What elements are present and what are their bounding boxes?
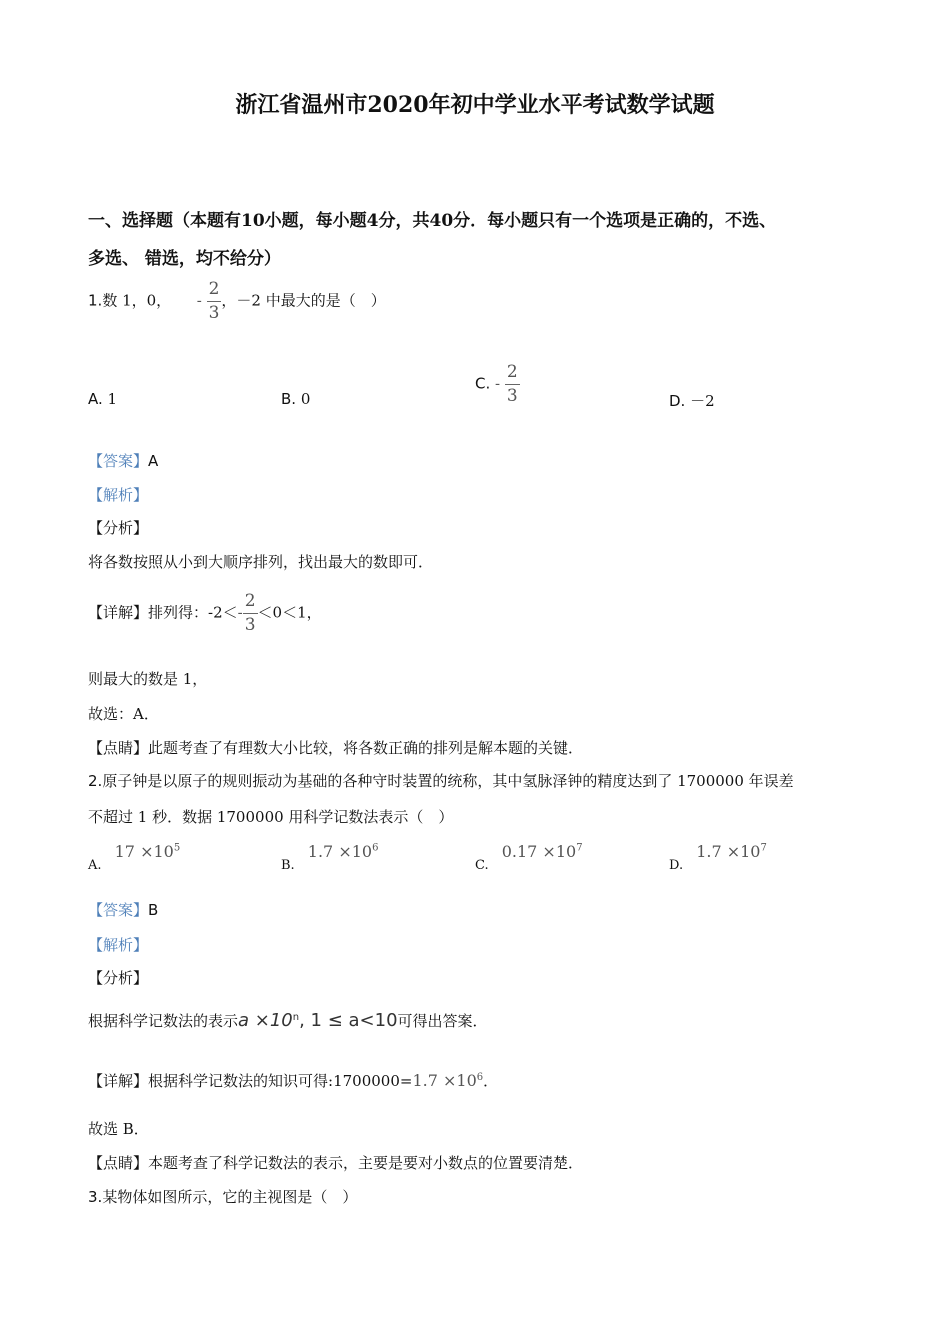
detail-part-a: 根据科学记数法的知识可得:1700000= [148,1072,413,1090]
point-text: 本题考查了科学记数法的表示，主要是要对小数点的位置要清楚． [148,1154,584,1172]
option-label: C. [475,374,491,393]
q1-then: 则最大的数是 1， [88,670,208,688]
q2-choose: 故选 B． [88,1120,149,1138]
q2-answer [88,899,158,920]
point-text: 此题考查了有理数大小比较，将各数正确的排列是解本题的关键． [148,739,584,757]
q1-frac-num: 2 [207,281,222,302]
q1-analysis-tag: 【解析】 [88,486,149,504]
fenxi-formula: a ×10 [238,1010,293,1031]
q2-option-c [475,842,583,873]
detail-tag: 【详解】 [88,603,149,622]
section-heading-line2: 多选、 错选，均不给分） [88,249,281,269]
fenxi-part-a: 根据科学记数法的表示 [88,1012,239,1030]
detail-sign: - [237,603,243,622]
q1-point [88,737,583,758]
q1-number: 1. [88,291,103,310]
q2-line1-text: 原子钟是以原子的规则振动为基础的各种守时装置的统称，其中氢脉泽钟的精度达到了 1700000 年误差 [102,772,794,790]
option-exp: 7 [760,842,767,854]
option-exp: 5 [173,842,181,854]
q1-frac-den: 3 [208,303,220,323]
q2-stem-line2: 不超过 1 秒．数据 1700000 用科学记数法表示（ ） [88,808,454,826]
option-sign: - [495,374,501,393]
q2-stem-line1 [88,770,794,791]
section-heading-line1: 一、选择题（本题有10小题，每小题4分，共40分．每小题只有一个选项是正确的，不选、 [88,211,777,231]
q1-stem [88,281,386,322]
q1-option-a [88,390,117,408]
answer-value: A [148,452,159,470]
q3-stem [88,1186,357,1207]
q1-fraction [207,281,222,322]
option-den: 3 [506,386,518,406]
point-tag: 【点睛】 [88,739,149,757]
q2-option-d [669,842,767,873]
q1-stem-part-a: 数 1，0， [102,291,172,310]
q1-option-d [669,390,715,411]
fenxi-part-b: 可得出答案． [397,1012,488,1030]
option-value: 0 [300,390,311,408]
q1-detail-fraction [243,593,258,634]
answer-tag: 【答案】 [88,452,149,470]
q1-fenxi: 将各数按照从小到大顺序排列，找出最大的数即可． [88,553,434,571]
option-base: 1.7 ×10 [307,842,373,861]
q2-number: 2. [88,772,103,790]
answer-value: B [148,901,159,919]
q2-option-b [281,842,379,873]
q1-choose: 故选：A． [88,705,159,723]
option-exp: 7 [576,842,583,854]
option-label: A. [88,858,102,873]
detail-part-b: ． [483,1072,499,1090]
detail-formula: 1.7 ×10 [412,1071,477,1090]
q1-detail [88,593,322,634]
option-base: 17 ×10 [114,842,174,861]
q3-number: 3. [88,1188,103,1206]
fenxi-cond: , 1 ≤ a<10 [299,1010,398,1031]
option-value: －2 [690,392,715,410]
q1-fenxi-tag: 【分析】 [88,519,149,537]
option-exp: 6 [372,842,379,854]
q2-point [88,1152,583,1173]
option-label: B. [281,390,297,408]
q2-fenxi-tag: 【分析】 [88,969,149,987]
detail-part-b: ＜0＜1， [257,603,322,622]
detail-exp: 6 [476,1072,484,1083]
q2-analysis-tag: 【解析】 [88,936,149,954]
q2-option-a [88,842,181,873]
q1-frac-sign: - [196,291,202,310]
point-tag: 【点睛】 [88,1154,149,1172]
detail-den: 3 [244,615,256,635]
page-title: 浙江省温州市2020年初中学业水平考试数学试题 [235,92,715,118]
q2-fenxi [88,1010,488,1031]
option-label: D. [669,392,686,410]
detail-part-a: 排列得：-2＜ [148,603,238,622]
q1-option-c-fraction [505,364,520,405]
detail-tag: 【详解】 [88,1072,149,1090]
answer-tag: 【答案】 [88,901,149,919]
option-label: D. [669,858,684,873]
fenxi-exp: n [292,1012,300,1023]
q1-option-b [281,390,310,408]
option-label: C. [475,858,489,873]
q3-stem-text: 某物体如图所示，它的主视图是（ ） [102,1188,358,1206]
option-label: B. [281,858,295,873]
q1-option-c [475,364,520,405]
q2-detail [88,1070,498,1091]
detail-num: 2 [243,593,258,614]
q1-stem-part-b: ，－2 中最大的是（ ） [221,291,386,310]
option-label: A. [88,390,103,408]
option-value: 1 [107,390,118,408]
q1-answer [88,450,158,471]
option-num: 2 [505,364,520,385]
option-base: 1.7 ×10 [696,842,761,861]
option-base: 0.17 ×10 [501,842,577,861]
